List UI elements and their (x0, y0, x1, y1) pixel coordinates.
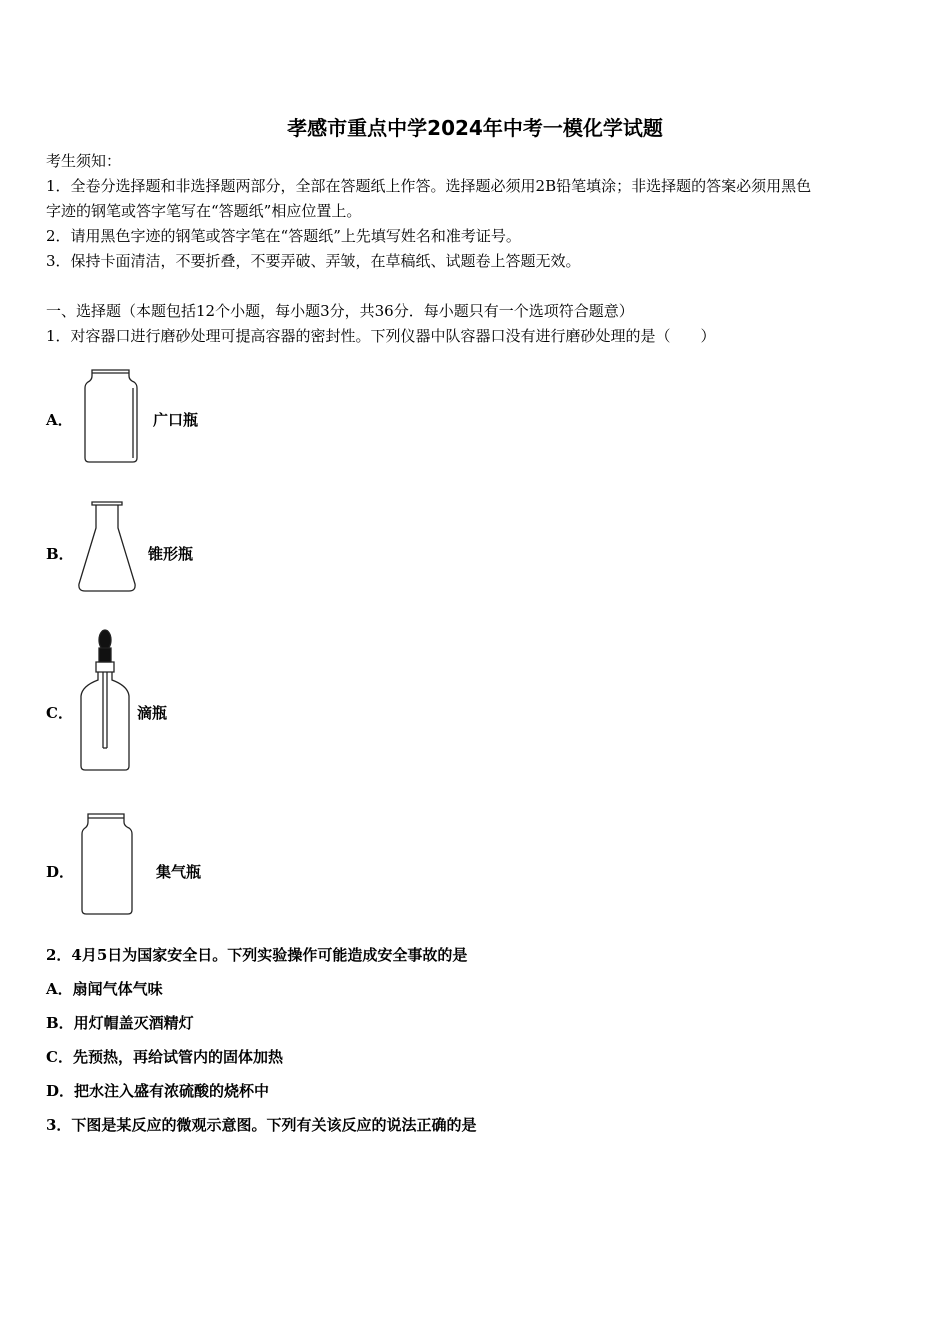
notice-item: 2．请用黑色字迹的钢笔或答字笔在“答题纸”上先填写姓名和准考证号。 (46, 227, 521, 245)
option-a-letter: A． (46, 411, 73, 429)
option-a-name: 广口瓶 (153, 411, 199, 429)
question-2-option: D．把水注入盛有浓硫酸的烧杯中 (46, 1082, 270, 1100)
option-c-name: 滴瓶 (137, 704, 168, 722)
question-2-option: C．先预热，再给试管内的固体加热 (46, 1048, 283, 1066)
section-heading: 一、选择题（本题包括12个小题，每小题3分，共36分．每小题只有一个选项符合题意） (46, 302, 634, 320)
option-b-name: 锥形瓶 (148, 545, 194, 563)
question-2-stem: 2．4月5日为国家安全日。下列实验操作可能造成安全事故的是 (46, 946, 468, 964)
notice-heading: 考生须知： (46, 152, 122, 170)
notice-item: 1．全卷分选择题和非选择题两部分，全部在答题纸上作答。选择题必须用2B铅笔填涂；非选择题的答案必须用黑色 (46, 177, 812, 195)
option-b-letter: B． (46, 545, 74, 563)
question-2-option: A．扇闻气体气味 (46, 980, 163, 998)
wide-mouth-bottle-icon (82, 368, 140, 464)
option-d-name: 集气瓶 (156, 863, 202, 881)
question-3-stem: 3．下图是某反应的微观示意图。下列有关该反应的说法正确的是 (46, 1116, 477, 1134)
question-1-stem: 1．对容器口进行磨砂处理可提高容器的密封性。下列仪器中队容器口没有进行磨砂处理的是（ ） (46, 327, 716, 345)
gas-jar-icon (78, 812, 136, 916)
option-c-letter: C． (46, 704, 73, 722)
question-2-option: B．用灯帽盖灭酒精灯 (46, 1014, 194, 1032)
notice-item: 字迹的钢笔或答字笔写在“答题纸”相应位置上。 (46, 202, 362, 220)
page-title: 孝感市重点中学2024年中考一模化学试题 (287, 116, 663, 140)
notice-item: 3．保持卡面清洁，不要折叠，不要弄破、弄皱，在草稿纸、试题卷上答题无效。 (46, 252, 581, 270)
conical-flask-icon (76, 500, 138, 594)
dropper-bottle-icon (78, 628, 132, 772)
option-d-letter: D． (46, 863, 75, 881)
